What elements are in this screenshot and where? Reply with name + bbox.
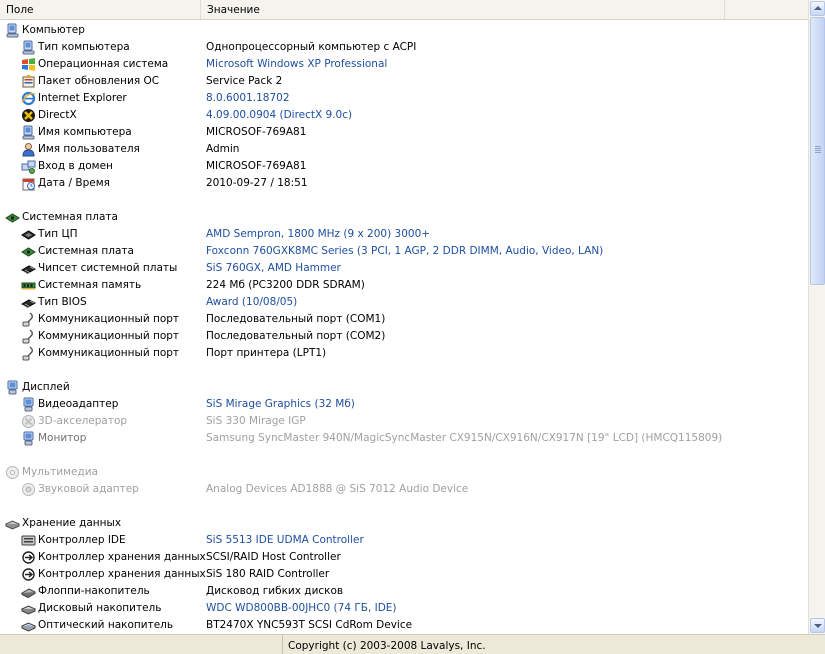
table-row[interactable] (0, 141, 808, 158)
field-label: Чипсет системной платы (38, 262, 178, 274)
field-label: Видеоадаптер (38, 398, 119, 410)
field-label: Системная память (38, 279, 142, 291)
field-label: DirectX (38, 109, 77, 121)
field-label: Компьютер (22, 24, 85, 36)
field-label: Звуковой адаптер (38, 483, 139, 495)
value-link[interactable]: AMD Sempron, 1800 MHz (9 x 200) 3000+ (206, 228, 431, 240)
arrow-down-icon (814, 624, 822, 628)
cpu-icon (21, 227, 36, 242)
value-link[interactable]: SiS Mirage Graphics (32 Мб) (206, 398, 355, 410)
computer-icon (21, 40, 36, 55)
motherboard-icon (5, 210, 20, 225)
status-bar (0, 634, 825, 654)
field-label: Системная плата (22, 211, 118, 223)
category-row[interactable] (0, 379, 808, 396)
field-label: Контроллер IDE (38, 534, 126, 546)
field-value: SiS 330 Mirage IGP (206, 415, 306, 427)
field-label: Флоппи-накопитель (38, 585, 150, 597)
field-label: Монитор (38, 432, 87, 444)
category-row[interactable] (0, 464, 808, 481)
table-row[interactable] (0, 583, 808, 600)
table-row[interactable] (0, 175, 808, 192)
table-row[interactable] (0, 39, 808, 56)
accelerator-icon (21, 414, 36, 429)
display-icon (5, 380, 20, 395)
column-header (0, 0, 808, 20)
field-label: Контроллер хранения данных (38, 568, 206, 580)
field-label: Вход в домен (38, 160, 113, 172)
value-link[interactable]: Award (10/08/05) (206, 296, 298, 308)
column-header-spacer (725, 0, 808, 19)
scroll-down-button[interactable] (810, 618, 825, 633)
table-row[interactable] (0, 532, 808, 549)
value-link[interactable]: 8.0.6001.18702 (206, 92, 290, 104)
motherboard-icon (21, 244, 36, 259)
column-header-value[interactable]: Значение (201, 0, 725, 19)
table-row[interactable] (0, 107, 808, 124)
table-row[interactable] (0, 549, 808, 566)
chip-icon (21, 295, 36, 310)
field-value: Samsung SyncMaster 940N/MagicSyncMaster CX915N/CX916N/CX917N [19" LCD] (HMCQ115809) (206, 432, 723, 444)
port-icon (21, 312, 36, 327)
value-link[interactable]: SiS 5513 IDE UDMA Controller (206, 534, 364, 546)
table-row[interactable] (0, 260, 808, 277)
optical-drive-icon (21, 618, 36, 633)
vertical-scrollbar[interactable] (808, 0, 825, 634)
grip-icon (815, 146, 821, 153)
table-row[interactable] (0, 294, 808, 311)
table-row[interactable] (0, 617, 808, 634)
scroll-thumb[interactable] (810, 17, 825, 285)
field-label: Операционная система (38, 58, 169, 70)
value-link[interactable]: SiS 760GX, AMD Hammer (206, 262, 341, 274)
table-row[interactable] (0, 226, 808, 243)
category-row[interactable] (0, 515, 808, 532)
storage-controller-icon (21, 550, 36, 565)
hard-disk-icon (21, 601, 36, 616)
computer-icon (5, 23, 20, 38)
field-label: Дисплей (22, 381, 70, 393)
field-label: Контроллер хранения данных (38, 551, 206, 563)
table-row[interactable] (0, 56, 808, 73)
field-value: 2010-09-27 / 18:51 (206, 177, 308, 189)
copyright-text: Copyright (c) 2003-2008 Lavalys, Inc. (282, 635, 486, 654)
value-link[interactable]: WDC WD800BB-00JHC0 (74 ГБ, IDE) (206, 602, 397, 614)
display-icon (21, 397, 36, 412)
field-label: Системная плата (38, 245, 134, 257)
table-row[interactable] (0, 124, 808, 141)
field-value: MICROSOF-769A81 (206, 126, 307, 138)
multimedia-icon (5, 465, 20, 480)
field-value: Admin (206, 143, 240, 155)
field-value: BT2470X YNC593T SCSI CdRom Device (206, 619, 413, 631)
arrow-up-icon (814, 6, 822, 10)
field-label: Коммуникационный порт (38, 313, 180, 325)
table-row[interactable] (0, 413, 808, 430)
value-link[interactable]: 4.09.00.0904 (DirectX 9.0c) (206, 109, 353, 121)
column-header-field[interactable]: Поле (0, 0, 201, 19)
field-value: Порт принтера (LPT1) (206, 347, 327, 359)
scroll-up-button[interactable] (810, 1, 825, 16)
memory-icon (21, 278, 36, 293)
table-row[interactable] (0, 345, 808, 362)
field-value: SiS 180 RAID Controller (206, 568, 330, 580)
field-label: Имя пользователя (38, 143, 140, 155)
field-label: Мультимедиа (22, 466, 99, 478)
user-icon (21, 142, 36, 157)
value-link[interactable]: Microsoft Windows XP Professional (206, 58, 388, 70)
category-row[interactable] (0, 209, 808, 226)
field-label: Тип компьютера (38, 41, 130, 53)
field-label: 3D-акселератор (38, 415, 128, 427)
field-value: 224 Мб (PC3200 DDR SDRAM) (206, 279, 365, 291)
table-row[interactable] (0, 90, 808, 107)
computer-icon (21, 125, 36, 140)
field-value: Analog Devices AD1888 @ SiS 7012 Audio Device (206, 483, 469, 495)
domain-icon (21, 159, 36, 174)
table-row[interactable] (0, 277, 808, 294)
field-label: Оптический накопитель (38, 619, 174, 631)
field-value: Последовательный порт (COM2) (206, 330, 386, 342)
table-row[interactable] (0, 158, 808, 175)
table-row[interactable] (0, 396, 808, 413)
field-label: Хранение данных (22, 517, 122, 529)
table-row[interactable] (0, 73, 808, 90)
field-label: Internet Explorer (38, 92, 127, 104)
field-value: Последовательный порт (COM1) (206, 313, 386, 325)
table-row[interactable] (0, 328, 808, 345)
info-list[interactable] (0, 20, 808, 634)
field-value: Service Pack 2 (206, 75, 283, 87)
field-label: Коммуникационный порт (38, 330, 180, 342)
field-label: Коммуникационный порт (38, 347, 180, 359)
field-label: Тип BIOS (38, 296, 87, 308)
table-row[interactable] (0, 566, 808, 583)
field-value: SCSI/RAID Host Controller (206, 551, 341, 563)
field-label: Дисковый накопитель (38, 602, 162, 614)
storage-icon (5, 516, 20, 531)
display-icon (21, 431, 36, 446)
speaker-icon (21, 482, 36, 497)
table-row[interactable] (0, 243, 808, 260)
table-row[interactable] (0, 311, 808, 328)
field-value: Однопроцессорный компьютер с ACPI (206, 41, 417, 53)
clock-icon (21, 176, 36, 191)
field-value: Дисковод гибких дисков (206, 585, 344, 597)
windows-logo-icon (21, 57, 36, 72)
drive-icon (21, 533, 36, 548)
field-label: Тип ЦП (38, 228, 78, 240)
chip-icon (21, 261, 36, 276)
table-row[interactable] (0, 600, 808, 617)
floppy-icon (21, 584, 36, 599)
table-row[interactable] (0, 430, 808, 447)
storage-controller-icon (21, 567, 36, 582)
field-value: MICROSOF-769A81 (206, 160, 307, 172)
field-label: Дата / Время (38, 177, 110, 189)
package-icon (21, 74, 36, 89)
category-row[interactable] (0, 22, 808, 39)
directx-icon (21, 108, 36, 123)
value-link[interactable]: Foxconn 760GXK8MC Series (3 PCI, 1 AGP, 2 DDR DIMM, Audio, Video, LAN) (206, 245, 604, 257)
internet-explorer-icon (21, 91, 36, 106)
field-label: Пакет обновления ОС (38, 75, 160, 87)
field-label: Имя компьютера (38, 126, 132, 138)
port-icon (21, 346, 36, 361)
table-row[interactable] (0, 481, 808, 498)
port-icon (21, 329, 36, 344)
